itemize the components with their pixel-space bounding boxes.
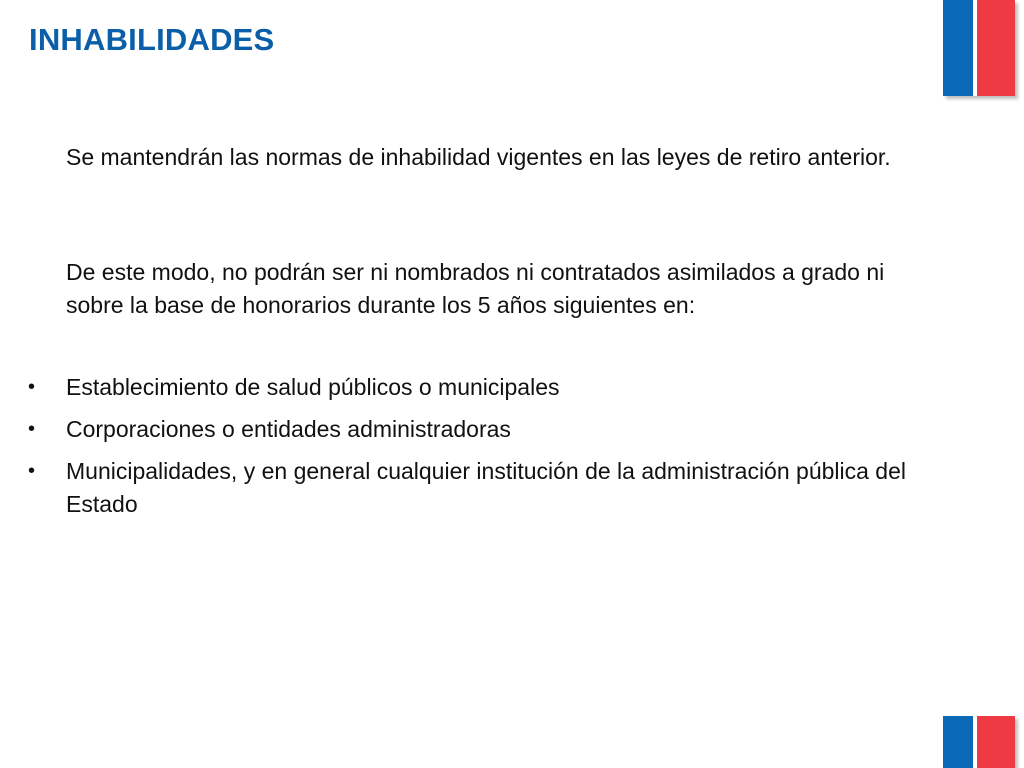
bullet-text: Municipalidades, y en general cualquier institución de la administración pública del Estado — [66, 458, 906, 517]
bullet-list — [0, 371, 926, 530]
flag-blue-stripe — [943, 0, 973, 96]
bullet-item — [0, 371, 926, 404]
bullet-icon: • — [28, 418, 36, 440]
bullet-item — [0, 455, 926, 521]
flag-red-stripe — [977, 716, 1015, 768]
bullet-icon: • — [28, 376, 36, 398]
chile-flag-stripes-icon — [943, 716, 1015, 768]
slide-title: INHABILIDADES — [29, 22, 275, 57]
flag-blue-stripe — [943, 716, 973, 768]
flag-red-stripe — [977, 0, 1015, 96]
paragraph-1: Se mantendrán las normas de inhabilidad vigentes en las leyes de retiro anterior. — [66, 144, 891, 170]
bullet-text: Establecimiento de salud públicos o municipales — [66, 374, 560, 400]
bullet-icon: • — [28, 460, 36, 482]
bullet-text: Corporaciones o entidades administradoras — [66, 416, 511, 442]
chile-flag-stripes-icon — [943, 0, 1015, 96]
bullet-item — [0, 413, 926, 446]
paragraph-2: De este modo, no podrán ser ni nombrados ni contratados asimilados a grado ni sobre la base de honorarios durante los 5 años siguientes en: — [66, 259, 885, 318]
